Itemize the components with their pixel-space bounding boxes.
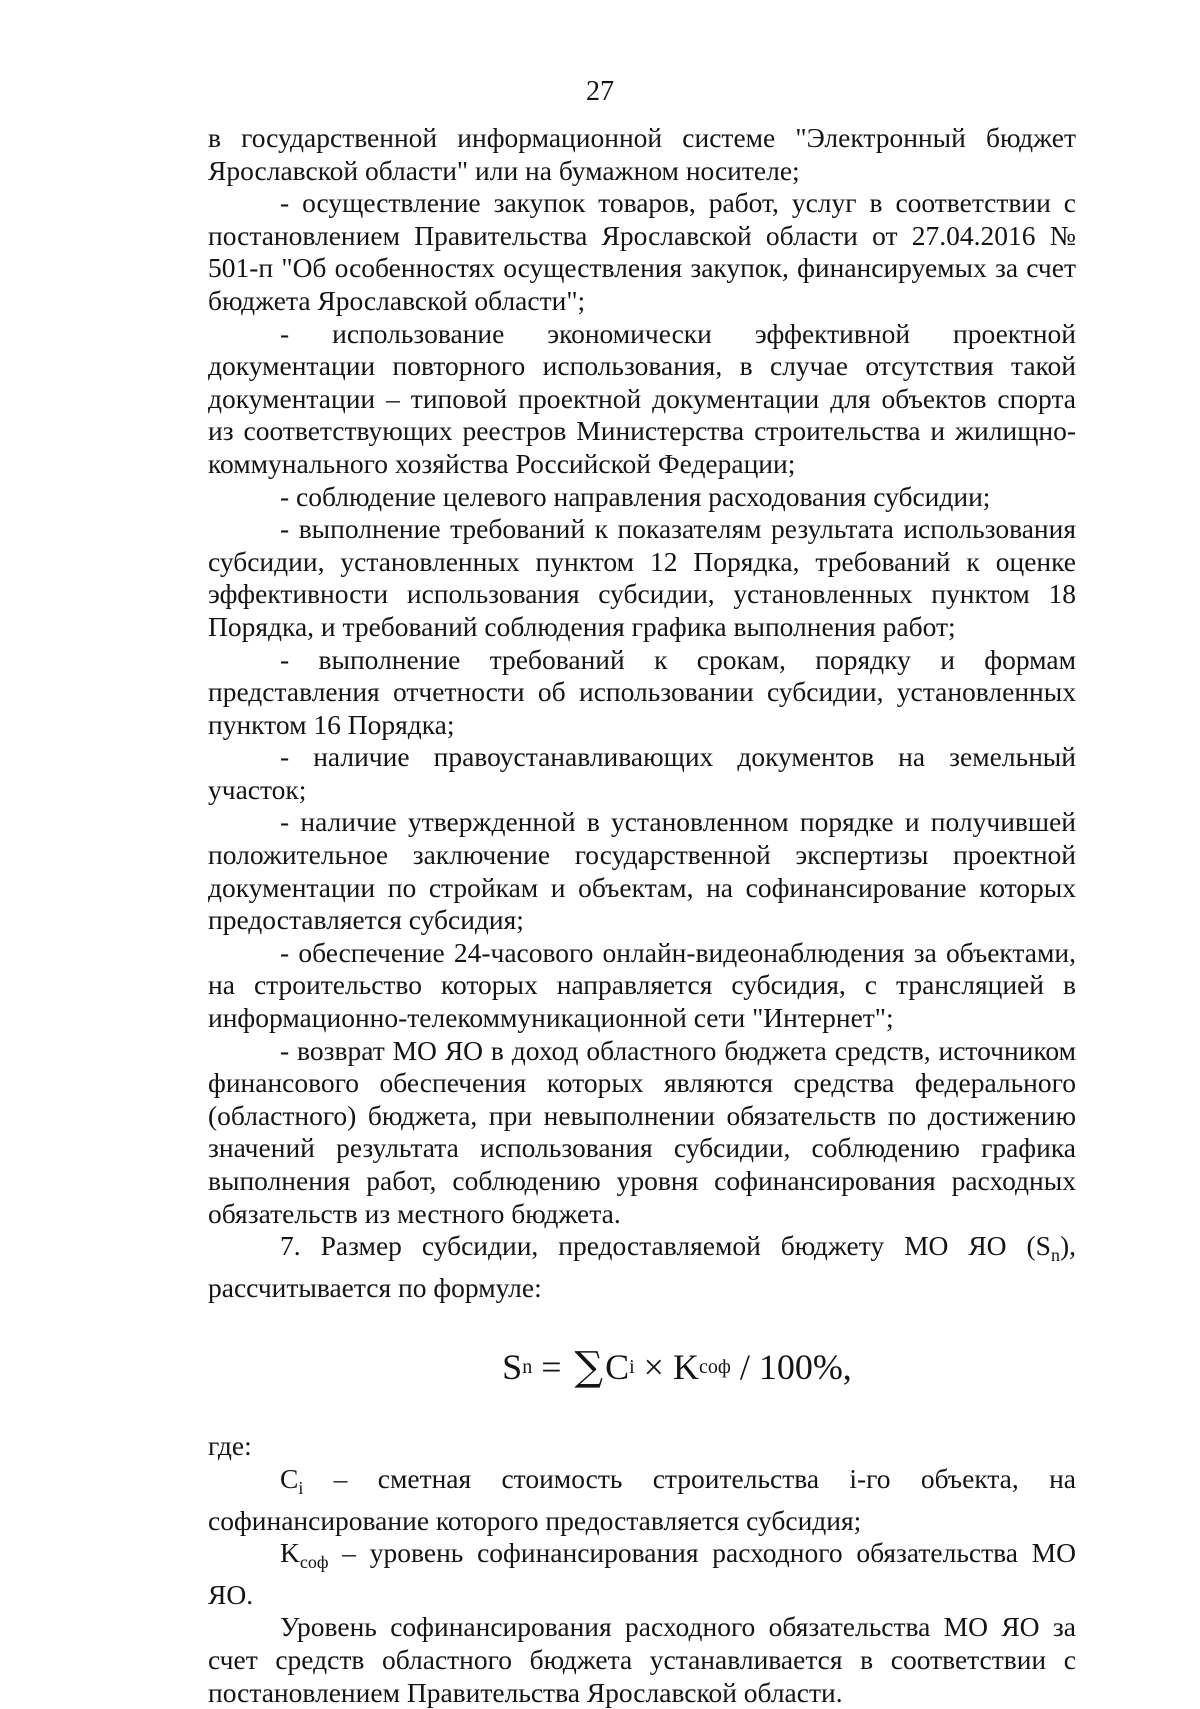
definition-k-text: – уровень софинансирования расходного обязательства МО ЯО. xyxy=(208,1537,1076,1610)
formula-k-sub: соф xyxy=(698,1356,731,1379)
subsidy-formula xyxy=(208,1304,1076,1430)
formula-s: S xyxy=(502,1347,523,1388)
item7-text-before: 7. Размер субсидии, предоставляемой бюджету МО ЯО (S xyxy=(280,1230,1051,1262)
closing-paragraph: Уровень софинансирования расходного обязательства МО ЯО за счет средств областного бюджета устанавливается в соответствии с постановлением Правительства Ярославской области. xyxy=(208,1611,1076,1708)
definition-k-sub: соф xyxy=(299,1552,329,1573)
formula-times: × xyxy=(634,1347,673,1388)
definition-k xyxy=(208,1537,1076,1611)
definition-k-symbol: K xyxy=(280,1537,300,1569)
definition-c-sub: i xyxy=(298,1477,304,1498)
list-item: - наличие утвержденной в установленном порядке и получившей положительное заключение государственной экспертизы проектной документации по стройкам и объектам, на софинансирование которых предоставляется субсидия; xyxy=(208,806,1076,936)
definition-c-text: – сметная стоимость строительства i-го объекта, на софинансирование которого предоставляется субсидия; xyxy=(208,1462,1076,1536)
list-item: - обеспечение 24-часового онлайн-видеонаблюдения за объектами, на строительство которых направляется субсидия, с трансляцией в информационно-телекоммуникационной сети "Интернет"; xyxy=(208,936,1076,1034)
formula-s-sub: n xyxy=(522,1356,533,1379)
page-number: 27 xyxy=(586,76,614,107)
formula-c: C xyxy=(605,1347,630,1388)
definition-c-symbol: C xyxy=(280,1462,299,1494)
formula-tail: / 100%, xyxy=(730,1347,852,1388)
sigma-symbol: ∑ xyxy=(574,1344,604,1391)
list-item: - осуществление закупок товаров, работ, услуг в соответствии с постановлением Правительства Ярославской области от 27.04.2016 № 501-п "Об особенностях осуществления закупок, финансируемых за счет бюджета Ярославской области"; xyxy=(208,187,1076,316)
list-item: - наличие правоустанавливающих документов на земельный участок; xyxy=(208,741,1076,805)
item7-text-after: ), рассчитывается по формуле: xyxy=(208,1230,1076,1303)
list-item: - выполнение требований к показателям результата использования субсидии, установленных пунктом 12 Порядка, требований к оценке эффективности использования субсидии, установленных пунктом 18 Порядка, и требований соблюдения графика выполнения работ; xyxy=(208,513,1076,642)
list-item: - использование экономически эффективной проектной документации повторного использования, в случае отсутствия такой документации – типовой проектной документации для объектов спорта из соответствующих реестров Министерства строительства и жилищно-коммунального хозяйства Российской Федерации; xyxy=(208,317,1076,479)
formula-k: K xyxy=(672,1347,699,1388)
list-item: - возврат МО ЯО в доход областного бюджета средств, источником финансового обеспечения которых являются средства федерального (областного) бюджета, при невыполнении обязательств по достижению значений результата использования субсидии, соблюдению графика выполнения работ, соблюдению уровня софинансирования расходных обязательств из местного бюджета. xyxy=(208,1034,1076,1229)
definition-c xyxy=(208,1463,1076,1537)
list-item: - соблюдение целевого направления расходования субсидии; xyxy=(280,480,991,512)
list-item: - выполнение требований к срокам, порядку и формам представления отчетности об использовании субсидии, установленных пунктом 16 Порядка; xyxy=(208,643,1076,740)
item7-subscript: n xyxy=(1050,1245,1060,1266)
document-body xyxy=(208,122,1076,1709)
paragraph-intro: в государственной информационной системе "Электронный бюджет Ярославской области" или на бумажном носителе; xyxy=(208,122,1076,186)
paragraph-item-7 xyxy=(208,1230,1076,1304)
formula-equals: = xyxy=(532,1347,571,1388)
formula-c-sub: i xyxy=(629,1356,635,1379)
where-label: где: xyxy=(208,1430,252,1462)
